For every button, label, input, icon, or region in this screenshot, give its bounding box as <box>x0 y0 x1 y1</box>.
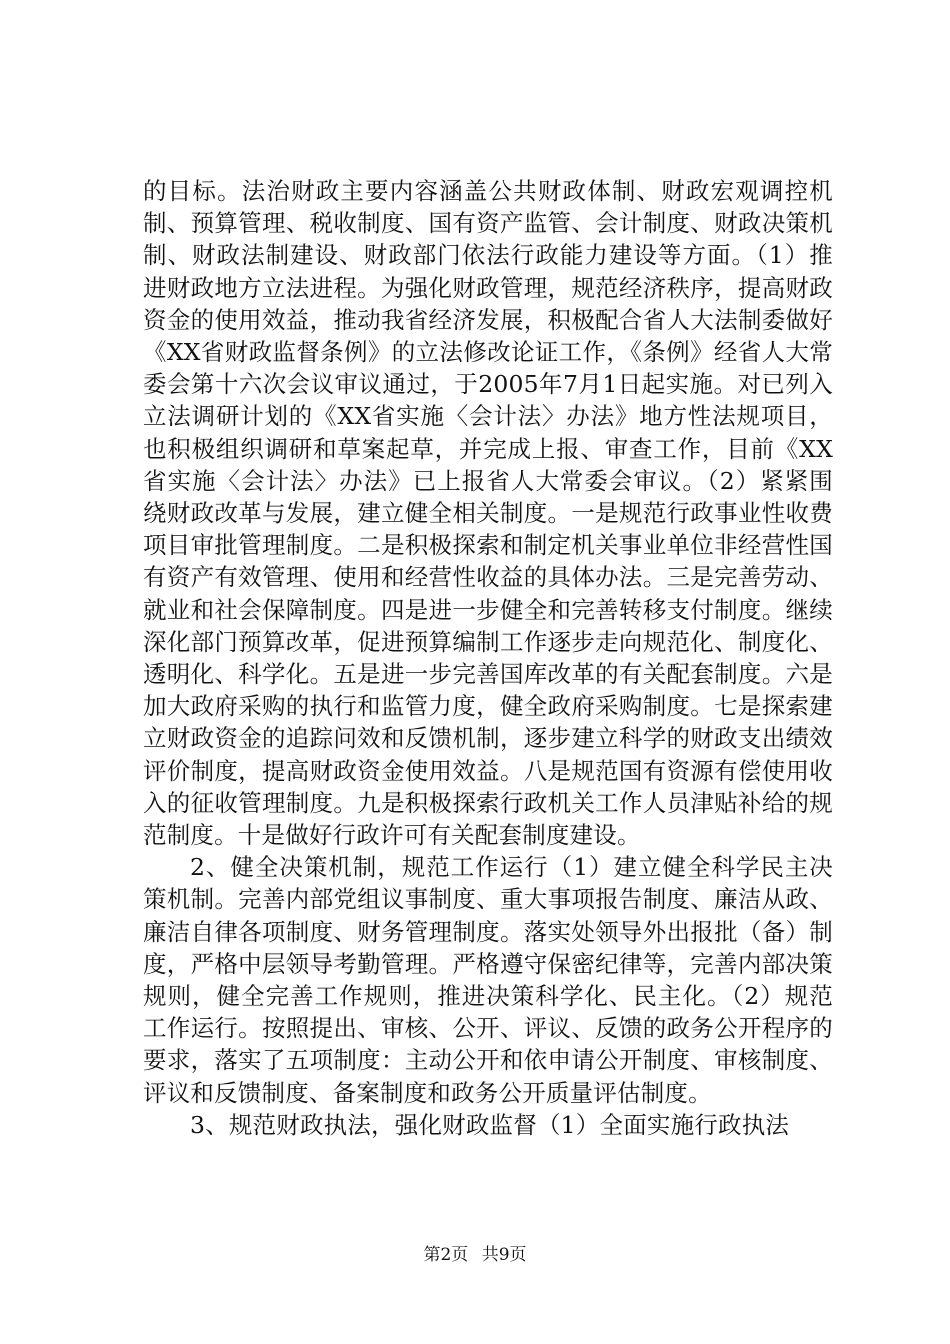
page-total: 共9页 <box>481 1245 527 1265</box>
page-footer <box>0 1244 950 1266</box>
page-number: 第2页 <box>423 1245 469 1265</box>
paragraph-3: 3、规范财政执法，强化财政监督（1）全面实施行政执法 <box>190 1110 790 1139</box>
paragraph-1: 的目标。法治财政主要内容涵盖公共财政体制、财政宏观调控机制、预算管理、税收制度、国有资产监管、会计制度、财政决策机制、财政法制建设、财政部门依法行政能力建设等方面。（1）推进财政地方立法进程。为强化财政管理，规范经济秩序，提高财政资金的使用效益，推动我省经济发展，积极配合省人大法制委做好《XX省财政监督条例》的立法修改论证工作，《条例》经省人大常委会第十六次会议审议通过，于2005年7月1日起实施。对已列入立法调研计划的《XX省实施〈会计法〉办法》地方性法规项目，也积极组织调研和草案起草，并完成上报、审查工作，目前《XX省实施〈会计法〉办法》已上报省人大常委会审议。（2）紧紧围绕财政改革与发展，建立健全相关制度。一是规范行政事业性收费项目审批管理制度。二是积极探索和制定机关事业单位非经营性国有资产有效管理、使用和经营性收益的具体办法。三是完善劳动、就业和社会保障制度。四是进一步健全和完善转移支付制度。继续深化部门预算改革，促进预算编制工作逐步走向规范化、制度化、透明化、科学化。五是进一步完善国库改革的有关配套制度。六是加大政府采购的执行和监管力度，健全政府采购制度。七是探索建立财政资金的追踪问效和反馈机制，逐步建立科学的财政支出绩效评价制度，提高财政资金使用效益。八是规范国有资源有偿使用收入的征收管理制度。九是积极探索行政机关工作人员津贴补给的规范制度。十是做好行政许可有关配套制度建设。 <box>143 177 833 850</box>
document-body <box>143 175 833 1141</box>
paragraph-2: 2、健全决策机制，规范工作运行（1）建立健全科学民主决策机制。完善内部党组议事制度、重大事项报告制度、廉洁从政、廉洁自律各项制度、财务管理制度。落实处领导外出报批（备）制度，严格中层领导考勤管理。严格遵守保密纪律等，完善内部决策规则，健全完善工作规则，推进决策科学化、民主化。（2）规范工作运行。按照提出、审核、公开、评议、反馈的政务公开程序的要求，落实了五项制度：主动公开和依申请公开制度、审核制度、评议和反馈制度、备案制度和政务公开质量评估制度。 <box>143 853 833 1107</box>
